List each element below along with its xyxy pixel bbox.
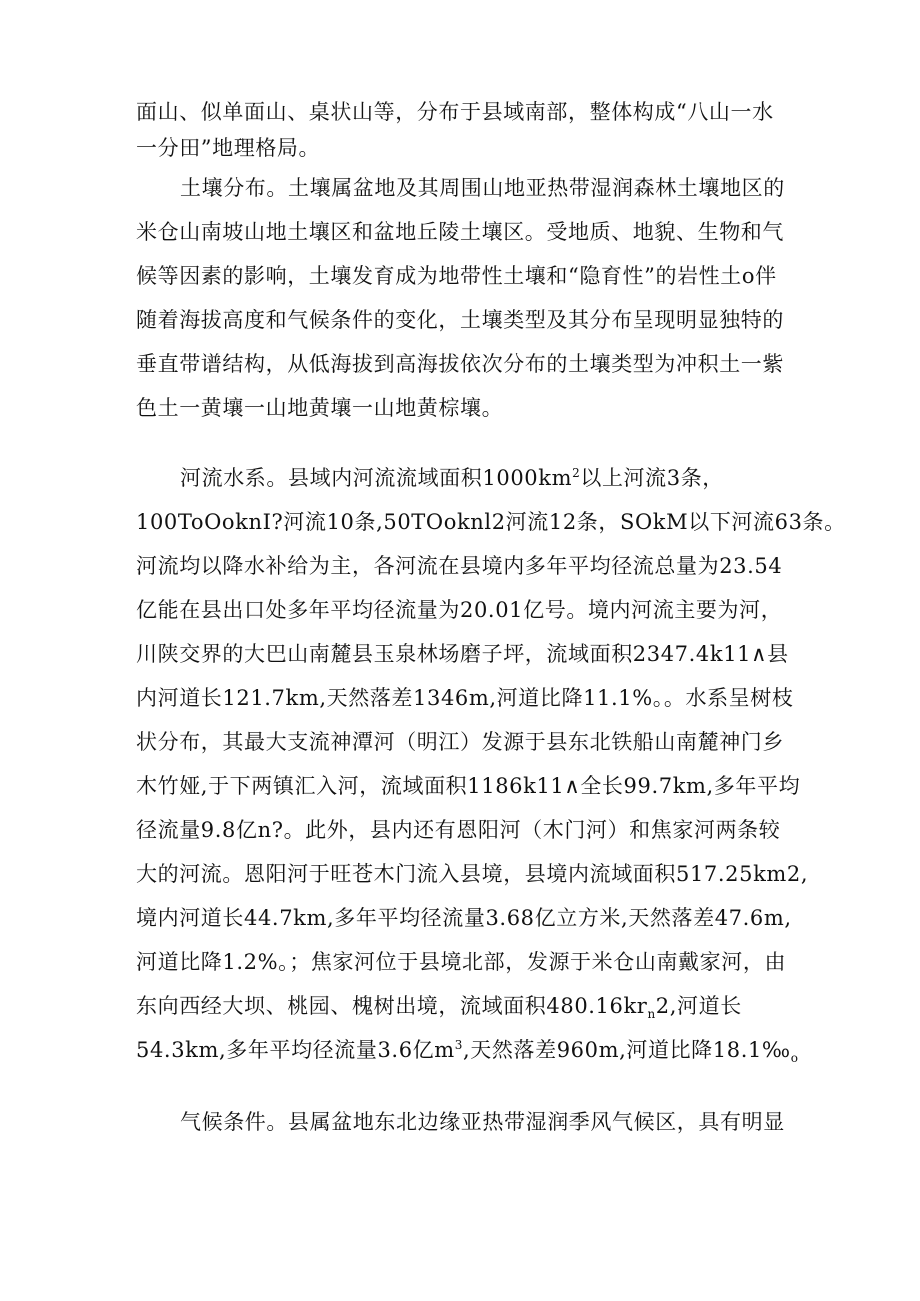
subscript: n — [647, 1007, 656, 1022]
paragraph-line: 东向西经大坝、桃园、槐树出境，流域面积$480.16kr_n2$,河道长 — [136, 994, 742, 1022]
paragraph-line: 面山、似单面山、桌状山等，分布于县域南部，整体构成“八山一水 — [136, 100, 774, 124]
superscript: 2 — [572, 466, 581, 480]
paragraph-line: 土壤分布。土壤属盆地及其周围山地亚热带湿润森林土壤地区的 — [180, 176, 785, 200]
paragraph-line: 一分田”地理格局。 — [136, 136, 321, 160]
paragraph-line: 状分布，其最大支流神潭河（明江）发源于县东北铁船山南麓神门乡 — [136, 730, 784, 754]
paragraph-line: 100ToOoknI?河流10条,50TOoknl2河流12条，SOkM以下河流63条。 — [136, 510, 846, 534]
paragraph-line: 大的河流。恩阳河于旺苍木门流入县境，县境内流域面积517.25km2, — [136, 862, 809, 886]
subscript: o — [790, 1051, 799, 1066]
paragraph-line: 径流量9.8亿n?。此外，县内还有恩阳河（木门河）和焦家河两条较 — [136, 818, 781, 842]
paragraph-line: 河道比降1.2%。；焦家河位于县境北部，发源于米仓山南戴家河，由 — [136, 950, 787, 974]
paragraph-line: 亿能在县出口处多年平均径流量为20.01亿号。境内河流主要为河， — [136, 598, 783, 622]
paragraph-line: 内河道长121.7km,天然落差1346m,河道比降11.1%。。水系呈树枝 — [136, 686, 794, 710]
paragraph-line: 垂直带谱结构，从低海拔到高海拔依次分布的土壤类型为冲积土一紫 — [136, 352, 784, 376]
paragraph-line: 随着海拔高度和气候条件的变化，土壤类型及其分布呈现明显独特的 — [136, 308, 784, 332]
paragraph-line: 境内河道长44.7km,多年平均径流量3.68亿立方米,天然落差47.6m, — [136, 906, 792, 930]
paragraph-line: 河流均以降水补给为主，各河流在县境内多年平均径流总量为23.54 — [136, 554, 783, 578]
paragraph-line: 气候条件。县属盆地东北边缘亚热带湿润季风气候区，具有明显 — [180, 1110, 785, 1134]
paragraph-line: 54.3km,多年平均径流量3.6亿$m^3$,天然落差960m,河道比降$18.1‰_o$ — [136, 1038, 799, 1066]
paragraph-line: 候等因素的影响，土壤发育成为地带性土壤和“隐育性”的岩性土o伴 — [136, 264, 777, 288]
paragraph-line: 川陕交界的大巴山南麓县玉泉林场磨子坪，流域面积2347.4k11∧县 — [136, 642, 789, 666]
paragraph-line: 河流水系。县域内河流流域面积$1000km^2$以上河流3条， — [180, 466, 724, 490]
superscript: 3 — [454, 1038, 464, 1052]
paragraph-line: 米仓山南坡山地土壤区和盆地丘陵土壤区。受地质、地貌、生物和气 — [136, 220, 784, 244]
paragraph-line: 色土一黄壤一山地黄壤一山地黄棕壤。 — [136, 396, 504, 420]
paragraph-line: 木竹娅,于下两镇汇入河，流域面积1186k11∧全长99.7km,多年平均 — [136, 774, 801, 798]
